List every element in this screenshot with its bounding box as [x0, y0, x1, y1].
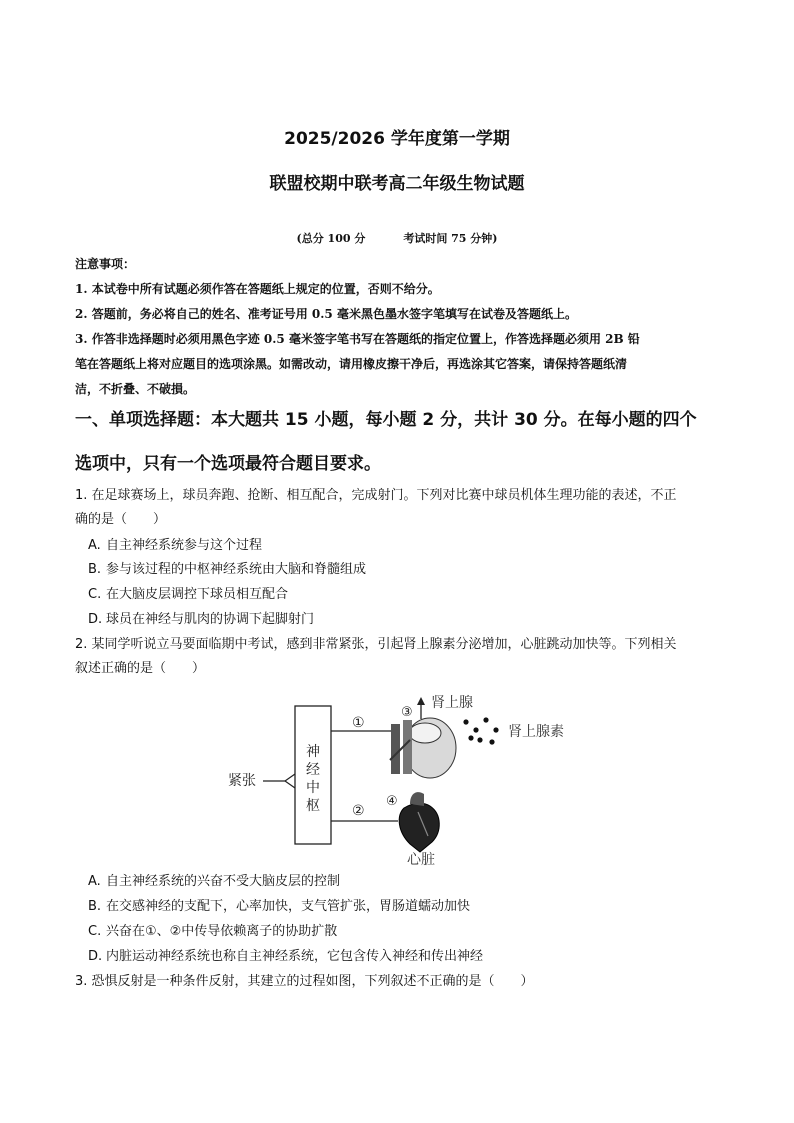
marker-3: ③: [401, 705, 413, 720]
question-stem-line: 确的是（ ）: [75, 512, 167, 527]
note-item: 笔在答题纸上将对应题目的选项涂黑。如需改动，请用橡皮擦干净后，再选涂其它答案，请保持答题纸清: [75, 357, 628, 371]
note-item: 3. 作答非选择题时必须用黑色字迹 0.5 毫米签字笔书写在答题纸的指定位置上，作答选择题必须用 2B 铅: [75, 332, 640, 346]
option-text: 内脏运动神经系统也称自主神经系统，它包含传入神经和传出神经: [106, 949, 484, 964]
option-text: 在大脑皮层调控下球员相互配合: [106, 587, 289, 602]
question-2-option-a[interactable]: [88, 870, 340, 894]
hormone-dots: [463, 717, 498, 744]
option-letter: B.: [88, 899, 102, 914]
marker-4: ④: [386, 794, 398, 809]
option-text: 自主神经系统参与这个过程: [106, 538, 263, 553]
question-2-option-b[interactable]: [88, 895, 470, 919]
question-stem-line: 3. 恐惧反射是一种条件反射，其建立的过程如图，下列叙述不正确的是（ ）: [75, 974, 534, 989]
center-label-char: 经: [306, 762, 320, 778]
note-item: 2. 答题前，务必将自己的姓名、准考证号用 0.5 毫米黑色墨水签字笔填写在试卷及答题纸上。: [75, 307, 577, 321]
option-letter: D.: [88, 612, 103, 627]
option-letter: B.: [88, 562, 102, 577]
option-letter: C.: [88, 587, 102, 602]
note-item: 1. 本试卷中所有试题必须作答在答题纸上规定的位置，否则不给分。: [75, 282, 440, 296]
question-stem-line: 叙述正确的是（ ）: [75, 661, 206, 676]
exam-title-term: 2025/2026 学年度第一学期: [284, 129, 510, 149]
option-letter: D.: [88, 949, 103, 964]
center-label-char: 神: [306, 744, 320, 760]
hormone-label: 肾上腺素: [508, 724, 564, 740]
question-2-option-c[interactable]: [88, 920, 337, 944]
question-3-stem: [75, 970, 723, 994]
stress-receptor-mark: [285, 774, 295, 788]
adrenal-gland-illustration: [390, 718, 456, 778]
question-2-option-d[interactable]: [88, 945, 483, 969]
option-text: 自主神经系统的兴奋不受大脑皮层的控制: [106, 874, 341, 889]
center-label-char: 枢: [306, 798, 320, 814]
section-heading-line: 一、单项选择题：本大题共 15 小题，每小题 2 分，共计 30 分。在每小题的四个: [75, 410, 697, 430]
option-letter: A.: [88, 538, 101, 553]
heart-label: 心脏: [407, 852, 435, 868]
total-score: (总分 100 分: [296, 232, 366, 245]
stress-label: 紧张: [228, 773, 256, 789]
exam-time: 考试时间 75 分钟): [403, 232, 498, 245]
option-text: 球员在神经与肌肉的协调下起脚射门: [106, 612, 315, 627]
marker-1: ①: [352, 715, 365, 731]
note-item: 洁，不折叠、不破損。: [75, 382, 196, 396]
notes-heading: 注意事项：: [75, 257, 136, 271]
adrenal-label: 肾上腺: [431, 695, 473, 711]
center-label-char: 中: [306, 780, 320, 796]
section-heading-line: 选项中，只有一个选项最符合题目要求。: [75, 454, 381, 474]
option-text: 在交感神经的支配下，心率加快，支气管扩张，胃肠道蠕动加快: [106, 899, 471, 914]
option-letter: A.: [88, 874, 101, 889]
option-text: 兴奋在①、②中传导依赖离子的协助扩散: [106, 924, 338, 939]
adrenal-pointer-head: [417, 697, 425, 705]
option-letter: C.: [88, 924, 102, 939]
question-stem-line: 2. 某同学听说立马要面临期中考试，感到非常紧张，引起肾上腺素分泌增加，心脏跳动加快等。下列相关: [75, 637, 677, 652]
option-text: 参与该过程的中枢神经系统由大脑和脊髓组成: [106, 562, 367, 577]
exam-title: 联盟校期中联考高二年级生物试题: [269, 174, 525, 194]
heart-illustration: [399, 792, 439, 852]
marker-2: ②: [352, 803, 365, 819]
question-stem-line: 1. 在足球赛场上，球员奔跑、抢断、相互配合，完成射门。下列对比赛中球员机体生理功能的表述，不正: [75, 488, 677, 503]
